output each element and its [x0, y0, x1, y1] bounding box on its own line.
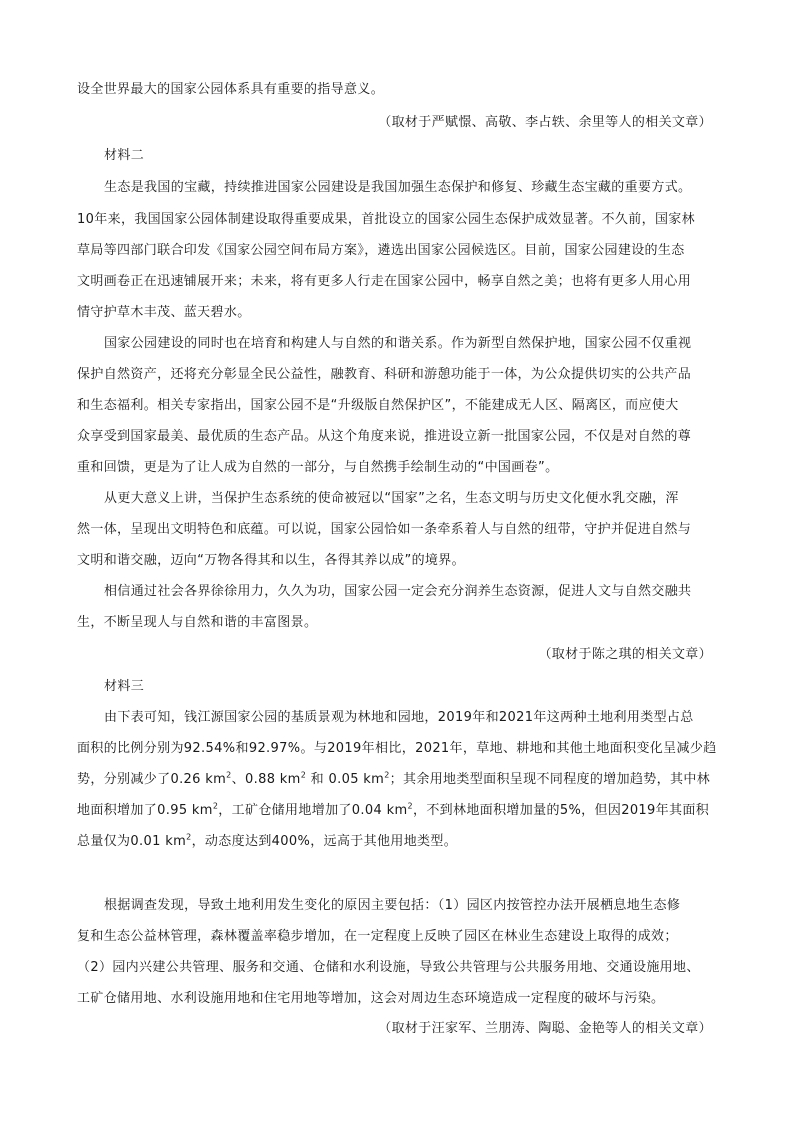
superscript: 2	[212, 801, 219, 811]
paragraph-line: 设全世界最大的国家公园体系具有重要的指导意义。	[77, 82, 385, 97]
paragraph-line: 地面积增加了0.95 $km^2$，工矿仓储用地增加了0.04 $km^2$，不到林地面积增加量的5%，但因2019年其面积	[77, 801, 710, 818]
paragraph-line: 保护自然资产，还将充分彰显全民公益性，融教育、科研和游憩功能于一体，为公众提供切实的公共产品	[77, 367, 692, 382]
paragraph-line: 和生态福利。相关专家指出，国家公园不是“升级版自然保护区”，不能建成无人区、隔离区，而应使大	[77, 398, 679, 413]
paragraph-line: 生态是我国的宝藏，持续推进国家公园建设是我国加强生态保护和修复、珍藏生态宝藏的重要方式。	[104, 180, 692, 195]
paragraph-line: 总量仅为0.01 $km^2$，动态度达到400%，远高于其他用地类型。	[77, 832, 458, 849]
paragraph-line: 复和生态公益林管理，森林覆盖率稳步增加，在一定程度上反映了园区在林业生态建设上取得的成效；	[77, 929, 678, 944]
paragraph-line: 国家公园建设的同时也在培育和构建人与自然的和谐关系。作为新型自然保护地，国家公园不仅重视	[104, 336, 692, 351]
paragraph-line: 从更大意义上讲，当保护生态系统的使命被冠以“国家”之名，生态文明与历史文化便水乳交融，浑	[104, 491, 679, 506]
paragraph-line: 10年来，我国国家公园体制建设取得重要成果，首批设立的国家公园生态保护成效显著。不久前，国家林	[77, 212, 695, 227]
paragraph-line: 文明画卷正在迅速铺展开来；未来，将有更多人行走在国家公园中，畅享自然之美；也将有更多人用心用	[77, 274, 692, 289]
paragraph-line: 由下表可知，钱江源国家公园的基质景观为林地和园地，2019年和2021年这两种土地利用类型占总	[104, 710, 694, 725]
paragraph-line: 草局等四部门联合印发《国家公园空间布局方案》，遴选出国家公园候选区。目前，国家公园建设的生态	[77, 243, 685, 258]
paragraph-line: 面积的比例分别为92.54%和92.97%。与2019年相比，2021年，草地、耕地和其他土地面积变化呈减少趋	[77, 741, 717, 756]
source-citation: （取材于陈之琪的相关文章）	[538, 647, 712, 662]
paragraph-line: 重和回馈，更是为了让人成为自然的一部分，与自然携手绘制生动的“中国画卷”。	[77, 460, 559, 475]
paragraph-line: 根据调查发现，导致土地利用发生变化的原因主要包括：（1）园区内按管控办法开展栖息地生态修	[104, 898, 681, 913]
paragraph-line: 情守护草木丰茂、蓝天碧水。	[77, 305, 251, 320]
source-citation: （取材于严赋憬、高敬、李占轶、余里等人的相关文章）	[378, 115, 712, 130]
section-heading: 材料二	[104, 148, 145, 163]
superscript: 2	[407, 801, 413, 811]
source-citation: （取材于汪家军、兰朋涛、陶聪、金艳等人的相关文章）	[378, 1021, 712, 1036]
paragraph-line: 然一体，呈现出文明特色和底蕴。可以说，国家公园恰如一条牵系着人与自然的纽带，守护并促进自然与	[77, 522, 692, 537]
paragraph-line: 相信通过社会各界徐徐用力，久久为功，国家公园一定会充分润养生态资源，促进人文与自然交融共	[104, 584, 692, 599]
section-heading: 材料三	[104, 679, 145, 694]
paragraph-line: 势，分别减少了0.26 $km^2$、0.88 $km^2$ 和 0.05 $km^2$；其余用地类型面积呈现不同程度的增加趋势，其中林	[77, 770, 711, 787]
paragraph-line: （2）园内兴建公共管理、服务和交通、仓储和水利设施，导致公共管理与公共服务用地、交通设施用地、	[77, 960, 700, 975]
paragraph-line: 文明和谐交融，迈向“万物各得其和以生，各得其养以成”的境界。	[77, 553, 465, 568]
superscript: 2	[300, 770, 307, 780]
superscript: 2	[186, 832, 192, 842]
paragraph-line: 生，不断呈现人与自然和谐的丰富图景。	[77, 615, 318, 630]
paragraph-line: 工矿仓储用地、水利设施用地和住宅用地等增加，这会对周边生态环境造成一定程度的破坏与污染。	[77, 991, 665, 1006]
superscript: 2	[384, 770, 390, 780]
superscript: 2	[226, 770, 232, 780]
paragraph-line: 众享受到国家最美、最优质的生态产品。从这个角度来说，推进设立新一批国家公园，不仅是对自然的尊	[77, 429, 692, 444]
